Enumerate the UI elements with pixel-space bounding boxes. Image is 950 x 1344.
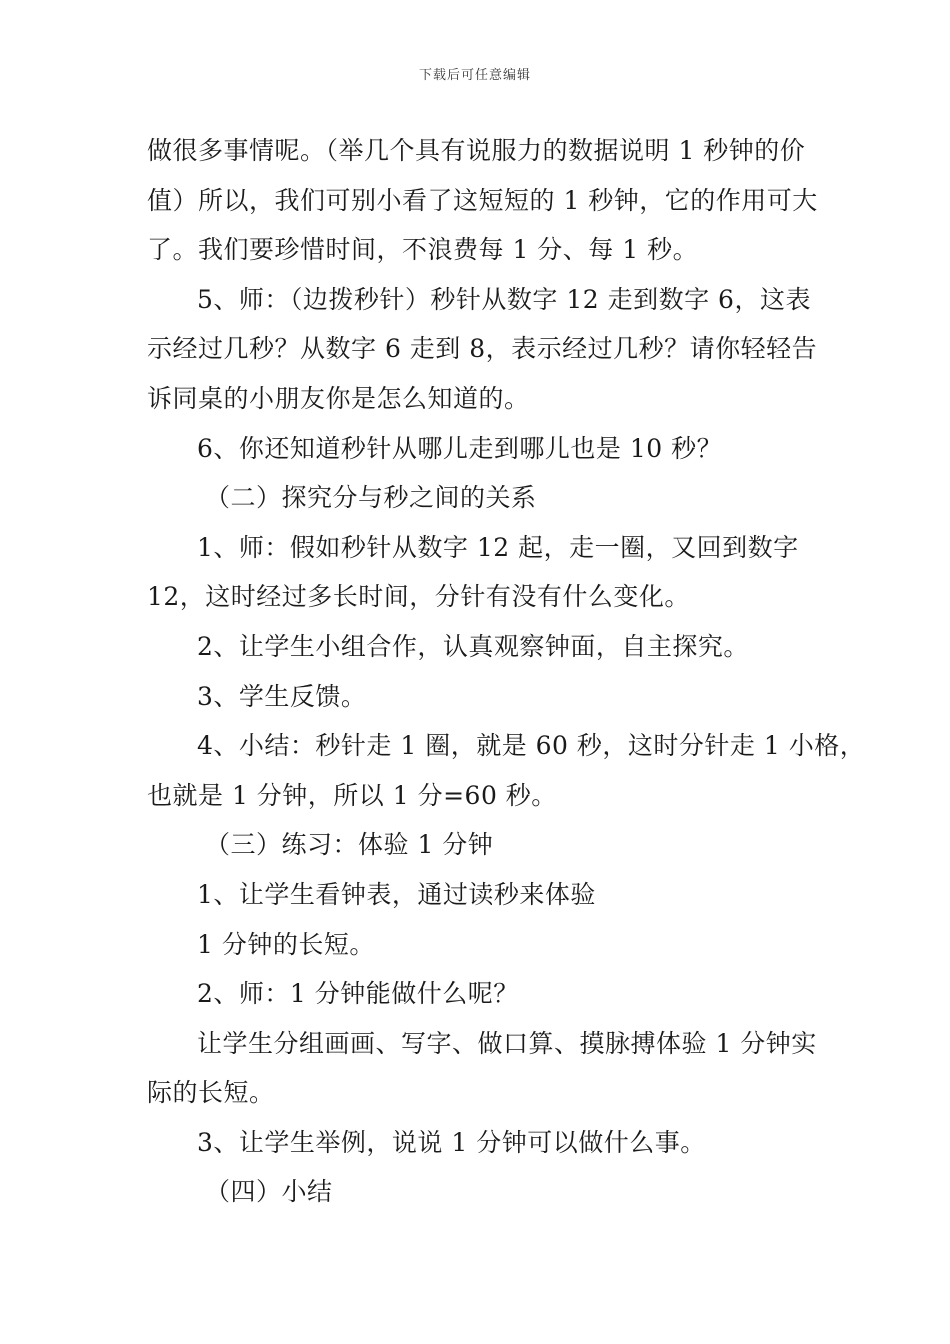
section-heading: （四）小结 — [205, 1177, 333, 1207]
paragraph-line: 2、让学生小组合作，认真观察钟面，自主探究。 — [197, 631, 749, 661]
section-heading: （二）探究分与秒之间的关系 — [205, 483, 537, 513]
paragraph-line: 值）所以，我们可别小看了这短短的 1 秒钟，它的作用可大 — [147, 185, 818, 215]
paragraph-line: 1、让学生看钟表，通过读秒来体验 — [197, 879, 596, 909]
paragraph-line: 12，这时经过多长时间，分针有没有什么变化。 — [147, 582, 690, 612]
paragraph-line: 了。我们要珍惜时间，不浪费每 1 分、每 1 秒。 — [147, 235, 699, 265]
paragraph-line: 示经过几秒？从数字 6 走到 8，表示经过几秒？请你轻轻告 — [147, 334, 818, 364]
document-body — [147, 126, 866, 1217]
paragraph-line: 1、师：假如秒针从数字 12 起，走一圈，又回到数字 — [197, 532, 799, 562]
paragraph-line: 做很多事情呢。（举几个具有说服力的数据说明 1 秒钟的价 — [147, 136, 806, 165]
paragraph-line: 际的长短。 — [147, 1078, 275, 1108]
page-header: 下载后可任意编辑 — [418, 68, 531, 83]
paragraph-line: 1 分钟的长短。 — [197, 929, 375, 959]
paragraph-line: 3、学生反馈。 — [197, 681, 367, 711]
paragraph-line: 6、你还知道秒针从哪儿走到哪儿也是 10 秒？ — [197, 433, 723, 463]
paragraph-line: 诉同桌的小朋友你是怎么知道的。 — [147, 383, 530, 413]
paragraph-line: 5、师：（边拨秒针）秒针从数字 12 走到数字 6，这表 — [197, 284, 811, 314]
paragraph-line: 2、师：1 分钟能做什么呢？ — [197, 979, 519, 1009]
paragraph-line: 3、让学生举例，说说 1 分钟可以做什么事。 — [197, 1127, 706, 1157]
paragraph-line: 也就是 1 分钟，所以 1 分=60 秒。 — [147, 780, 557, 810]
paragraph-line: 4、小结：秒针走 1 圈，就是 60 秒，这时分针走 1 小格， — [197, 731, 866, 761]
paragraph-line: 让学生分组画画、写字、做口算、摸脉搏体验 1 分钟实 — [197, 1028, 817, 1058]
section-heading: （三）练习：体验 1 分钟 — [205, 830, 494, 860]
